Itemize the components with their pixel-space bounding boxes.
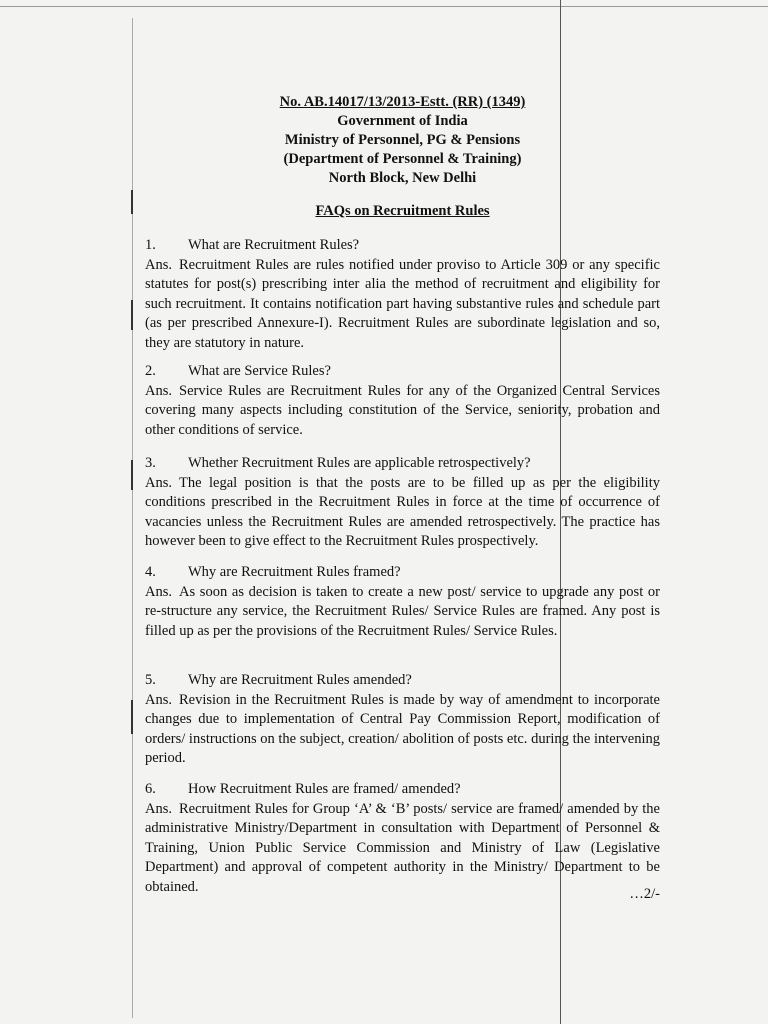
faq-number: 1. [145,237,156,253]
answer-label: Ans. [145,583,172,600]
faq-answer: Service Rules are Recruitment Rules for any of the Organized Central Services covering many aspects including constitution of the Service, seniority, probation and other conditions of service. [145,382,660,438]
faq-item-4 [145,563,660,641]
letterhead [145,93,660,188]
answer-label: Ans. [145,800,172,817]
faq-item-6 [145,780,660,897]
faq-item-1 [145,236,660,353]
faq-question: What are Service Rules? [188,363,331,379]
answer-label: Ans. [145,474,172,491]
document-page [145,0,660,1024]
reference-number: No. AB.14017/13/2013-Estt. (RR) (1349) [279,94,526,110]
org-address: North Block, New Delhi [328,170,477,186]
faq-question: Whether Recruitment Rules are applicable retrospectively? [188,455,531,471]
faq-question: What are Recruitment Rules? [188,237,360,253]
org-government: Government of India [337,113,468,129]
margin-mark [131,460,133,490]
margin-mark [131,700,133,734]
faq-number: 3. [145,455,156,471]
answer-label: Ans. [145,691,172,708]
faq-question: Why are Recruitment Rules framed? [188,564,401,580]
org-department: (Department of Personnel & Training) [283,151,522,167]
scan-left-margin-line [132,18,133,1018]
faq-number: 5. [145,672,156,688]
faq-answer: The legal position is that the posts are to be filled up as per the eligibility conditions prescribed in the Recruitment Rules in force at the time of occurrence of vacancies unless the Recruitment Rules are amended retrospectively. The practice has however been to give effect to the Recruitment Rules prospectively. [145,474,660,549]
faq-answer: As soon as decision is taken to create a new post/ service to upgrade any post or re-structure any service, the Recruitment Rules/ Service Rules are framed. Any post is filled up as per the provisions of the Recruitment Rules/ Service Rules. [145,583,660,639]
faq-number: 2. [145,363,156,379]
faq-item-5 [145,671,660,769]
faq-answer: Revision in the Recruitment Rules is made by way of amendment to incorporate changes due to implementation of Central Pay Commission Report, modification of orders/ instructions on the subject, creation/ abolition of posts etc. during the intervening period. [145,691,660,766]
org-ministry: Ministry of Personnel, PG & Pensions [284,132,521,148]
faq-number: 6. [145,781,156,797]
faq-item-3 [145,454,660,552]
faq-answer: Recruitment Rules for Group ‘A’ & ‘B’ posts/ service are framed/ amended by the administrative Ministry/Department in consultation with Department of Personnel & Training, Union Public Service Commission and Ministry of Law (Legislative Department) and approval of competent authority in the Ministry/ Department to be obtained. [145,800,660,895]
answer-label: Ans. [145,382,172,399]
faq-item-2 [145,362,660,440]
faq-question: How Recruitment Rules are framed/ amended? [188,781,461,797]
document-title: FAQs on Recruitment Rules [315,203,490,219]
faq-question: Why are Recruitment Rules amended? [188,672,412,688]
answer-label: Ans. [145,256,172,273]
page-continuation-marker: …2/- [629,886,660,902]
margin-mark [131,190,133,214]
faq-number: 4. [145,564,156,580]
faq-answer: Recruitment Rules are rules notified under proviso to Article 309 or any specific statutes for post(s) prescribing inter alia the method of recruitment and eligibility for such recruitment. It contains notification part having substantive rules and schedule part (as per prescribed Annexure-I). Recruitment Rules are subordinate legislation and so, they are statutory in nature. [145,256,660,351]
margin-mark [131,300,133,330]
